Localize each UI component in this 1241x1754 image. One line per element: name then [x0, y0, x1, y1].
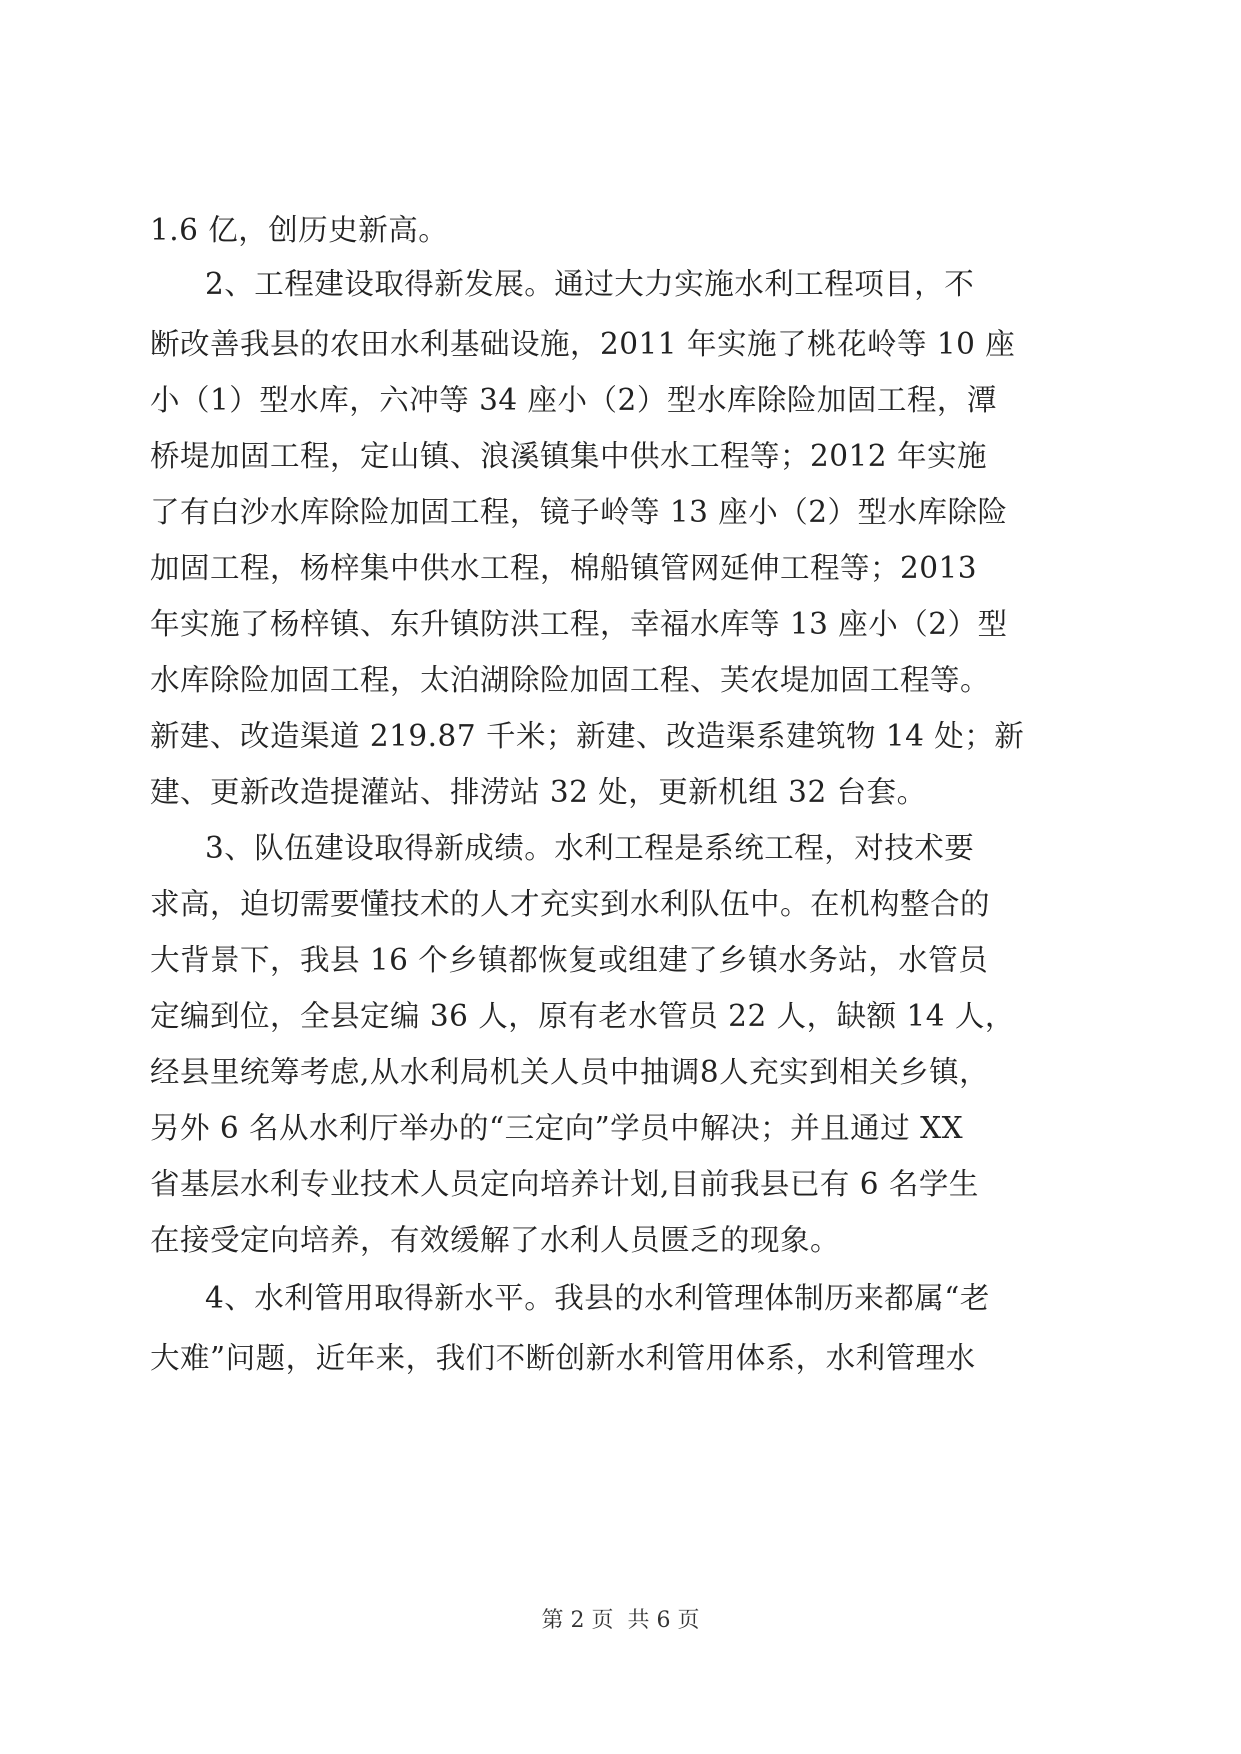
- paragraph-3-line-1: 3、队伍建设取得新成绩。水利工程是系统工程，对技术要: [205, 831, 975, 865]
- text-line-1: 1.6 亿，创历史新高。: [150, 213, 449, 247]
- paragraph-3-line-5: 经县里统筹考虑,从水利局机关人员中抽调8人充实到相关乡镇，: [150, 1055, 990, 1089]
- paragraph-3-line-6: 另外 6 名从水利厅举办的“三定向”学员中解决；并且通过 XX: [150, 1111, 964, 1145]
- paragraph-3-line-7: 省基层水利专业技术人员定向培养计划,目前我县已有 6 名学生: [150, 1167, 979, 1201]
- paragraph-3-line-3: 大背景下，我县 16 个乡镇都恢复或组建了乡镇水务站，水管员: [150, 943, 989, 977]
- paragraph-2-line-5: 了有白沙水库除险加固工程，镜子岭等 13 座小（2）型水库除险: [150, 495, 1008, 529]
- paragraph-2-line-8: 水库除险加固工程，太泊湖除险加固工程、芙农堤加固工程等。: [150, 663, 991, 697]
- paragraph-2-line-9: 新建、改造渠道 219.87 千米；新建、改造渠系建筑物 14 处；新: [150, 719, 1025, 753]
- paragraph-2-line-1: 2、工程建设取得新发展。通过大力实施水利工程项目，不: [205, 267, 975, 301]
- paragraph-3-line-8: 在接受定向培养，有效缓解了水利人员匮乏的现象。: [150, 1223, 841, 1257]
- paragraph-2-line-6: 加固工程，杨梓集中供水工程，棉船镇管网延伸工程等；2013: [150, 551, 978, 585]
- paragraph-2-line-7: 年实施了杨梓镇、东升镇防洪工程，幸福水库等 13 座小（2）型: [150, 607, 1008, 641]
- paragraph-3-line-4: 定编到位，全县定编 36 人，原有老水管员 22 人，缺额 14 人，: [150, 999, 1015, 1033]
- paragraph-4-line-2: 大难”问题，近年来，我们不断创新水利管用体系，水利管理水: [150, 1341, 976, 1375]
- paragraph-2-line-3: 小（1）型水库，六冲等 34 座小（2）型水库除险加固工程，潭: [150, 383, 997, 417]
- paragraph-2-line-2: 断改善我县的农田水利基础设施，2011 年实施了桃花岭等 10 座: [150, 327, 1016, 361]
- paragraph-3-line-2: 求高，迫切需要懂技术的人才充实到水利队伍中。在机构整合的: [150, 887, 991, 921]
- paragraph-2-line-4: 桥堤加固工程，定山镇、浪溪镇集中供水工程等；2012 年实施: [150, 439, 987, 473]
- paragraph-2-line-10: 建、更新改造提灌站、排涝站 32 处，更新机组 32 台套。: [150, 775, 927, 809]
- page-number-footer: 第 2 页 共 6 页: [541, 1608, 700, 1633]
- paragraph-4-line-1: 4、水利管用取得新水平。我县的水利管理体制历来都属“老: [205, 1281, 990, 1315]
